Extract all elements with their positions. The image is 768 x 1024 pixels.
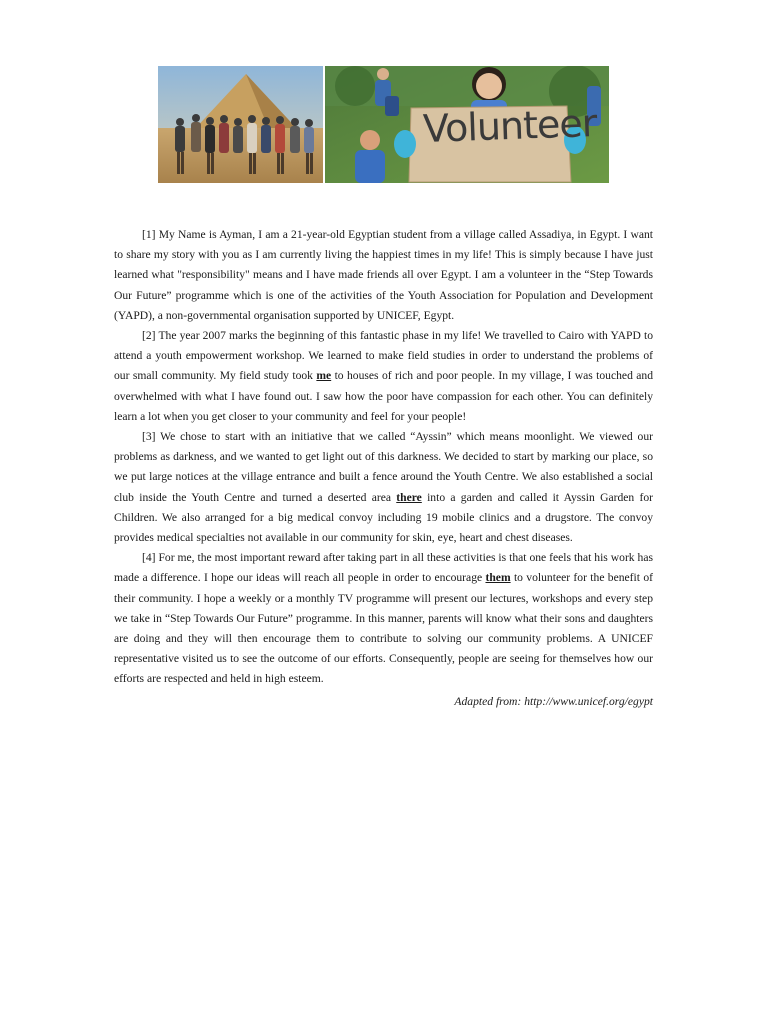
paragraph-1: [1] My Name is Ayman, I am a 21-year-old Egyptian student from a village called Assadiya, in Egypt. I want to share my story with you as I am currently living the happiest times in my life! This is simply because I have just learned what "responsibility" means and I have made friends all over Egypt. I am a volunteer in the “Step Towards Our Future” programme which is one of the activities of the Youth Association for Population and Development (YAPD), a non-governmental organisation supported by UNICEF, Egypt. (114, 228, 653, 322)
underlined-word-me: me (316, 369, 332, 383)
sign-text: Volunteer (422, 100, 598, 152)
paragraph-3: [3] We chose to start with an initiative that we called “Ayssin” which means moonlight. We viewed our problems as darkness, and we wanted to get light out of this darkness. We decided to start by marking our place, so we put large notices at the village entrance and built a fence around the Youth Centre. We also established a social club inside the Youth Centre and turned a deserted area there into a garden and called it Ayssin Garden for Children. We also arranged for a big medical convoy including 19 mobile clinics and a drugstore. The convoy provides medical specialties not available in our community for skin, eye, heart and chest diseases. (114, 430, 653, 545)
paragraph-2: [2] The year 2007 marks the beginning of this fantastic phase in my life! We travelled to Cairo with YAPD to attend a youth empowerment workshop. We learned to make field studies in order to understand the problems of our small community. My field study took me to houses of rich and poor people. In my village, I was touched and overwhelmed with what I have found out. I saw how the poor have compassion for each other. You can definitely learn a lot when you get closer to your community and feel for your people! (114, 329, 653, 423)
article-body (114, 225, 653, 708)
source-citation: Adapted from: http://www.unicef.org/egypt (454, 694, 653, 708)
paragraph-4: [4] For me, the most important reward after taking part in all these activities is that one feels that his work has made a difference. I hope our ideas will reach all people in order to encourage them to volunteer for the benefit of their community. I hope a weekly or a monthly TV programme will present our lectures, workshops and every step we take in “Step Towards Our Future” programme. In this manner, parents will know what their sons and daughters are doing and they will then encourage them to contribute to solving our community problems. A UNICEF representative visited us to see the outcome of our efforts. Consequently, people are seeing for themselves how our efforts are respected and held in high esteem. (114, 551, 653, 686)
underlined-word-there: there (396, 490, 422, 504)
header-banner (158, 66, 609, 183)
pyramid-group-photo (158, 66, 323, 183)
volunteer-sign-photo (325, 66, 609, 183)
underlined-word-them: them (485, 571, 511, 585)
